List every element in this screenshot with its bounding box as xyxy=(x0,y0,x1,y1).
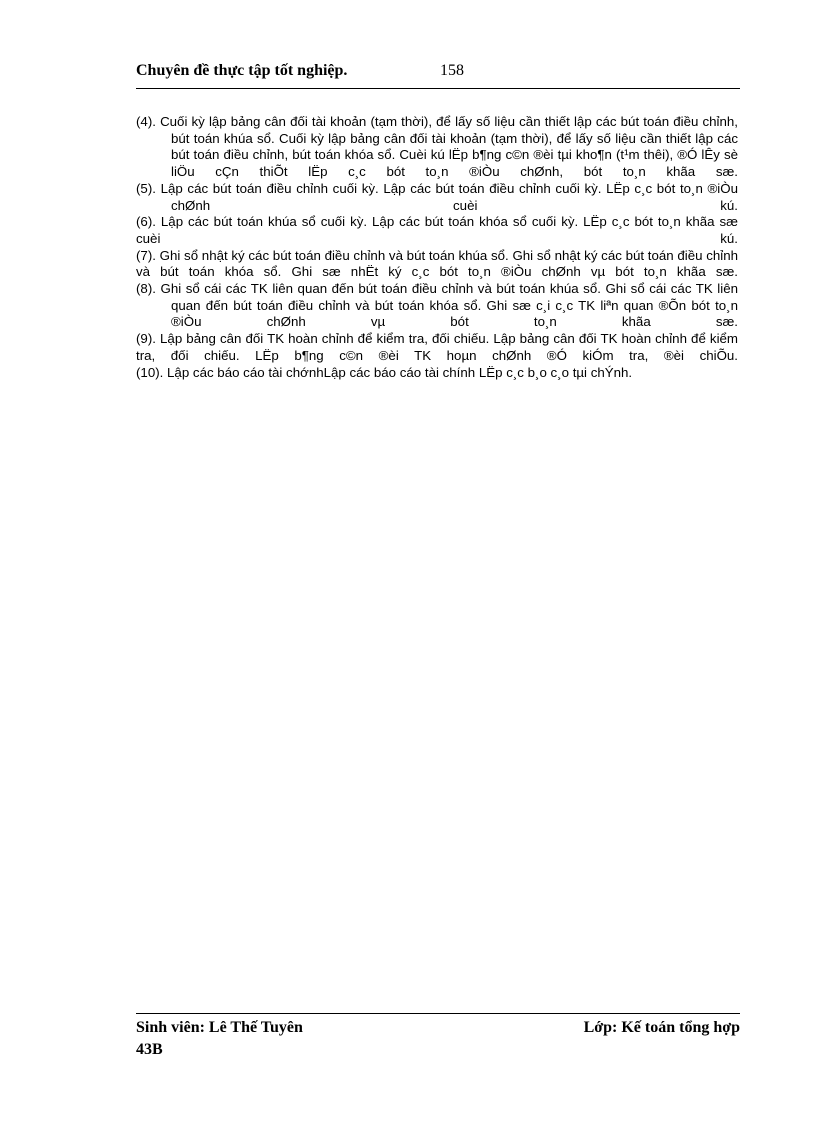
paragraph-step-5: (5). Lập các bút toán điều chỉnh cuối kỳ. Lập các bút toán điều chỉnh cuối kỳ. LËp c¸c bót to¸n ®iÒu chØnh cuèi kú. xyxy=(136,180,738,213)
student-name: Sinh viên: Lê Thế Tuyên xyxy=(136,1019,303,1036)
body-text xyxy=(136,114,738,381)
paragraph-step-10: (10). Lập các báo cáo tài chớnhLập các báo cáo tài chính LËp c¸c b¸o c¸o tµi chÝnh. xyxy=(136,364,633,380)
page-number: 158 xyxy=(440,62,464,79)
paragraph-step-6: (6). Lập các bút toán khúa sổ cuối kỳ. Lập các bút toán khóa sổ cuối kỳ. LËp c¸c bót to¸n khãa sæ cuèi kú. xyxy=(136,214,738,246)
page-header xyxy=(136,60,740,89)
paragraph-step-4: (4). Cuối kỳ lập bảng cân đối tài khoản (tạm thời), để lấy số liệu cần thiết lập các bút toán điều chỉnh, bút toán khúa sổ. Cuối kỳ lập bảng cân đối tài khoản (tạm thời), để lấy số liệu cần thiết lập các bút toán điều chỉnh, bút toán khóa sổ. Cuèi kú lËp b¶ng c©n ®èi tµi kho¶n (t¹m thêi), ®Ó lÊy sè liÖu cÇn thiÕt lËp c¸c bót to¸n ®iÒu chØnh, bót to¸n khãa sæ. xyxy=(136,114,738,180)
paragraph-step-8: (8). Ghi sổ cái các TK liên quan đến bút toán điều chỉnh và bút toán khúa sổ. Ghi sổ cái các TK liên quan đến bút toán điều chỉnh và bút toán khóa sổ. Ghi sæ c¸i c¸c TK liªn quan ®Õn bót to¸n ®iÒu chØnh vµ bót to¸n khãa sæ. xyxy=(136,281,738,330)
paragraph-step-9: (9). Lập bảng cân đối TK hoàn chỉnh để kiểm tra, đối chiếu. Lập bảng cân đối TK hoàn chỉnh để kiểm tra, đối chiếu. LËp b¶ng c©n ®èi TK hoµn chØnh ®Ó kiÓm tra, ®èi chiÕu. xyxy=(136,331,738,363)
document-title: Chuyên đề thực tập tốt nghiệp. xyxy=(136,62,348,79)
class-code: 43B xyxy=(136,1041,163,1058)
page-footer xyxy=(136,1013,740,1061)
class-name: Lớp: Kế toán tổng hợp xyxy=(583,1019,740,1036)
footer-row xyxy=(136,1017,740,1039)
paragraph-step-7: (7). Ghi sổ nhật ký các bút toán điều chỉnh và bút toán khúa sổ. Ghi sổ nhật ký các bút toán điều chỉnh và bút toán khóa sổ. Ghi sæ nhËt ký c¸c bót to¸n ®iÒu chØnh vµ bót to¸n khãa sæ. xyxy=(136,247,738,280)
